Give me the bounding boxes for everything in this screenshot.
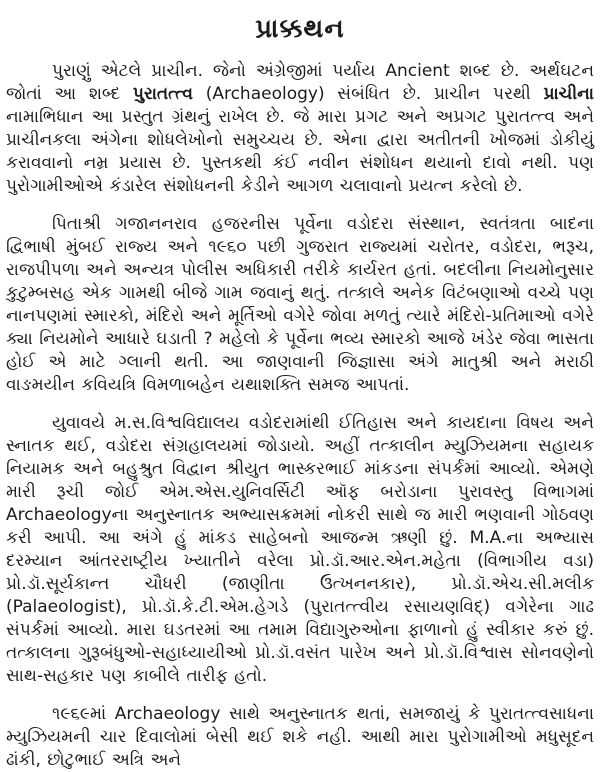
text-segment: (Archaeology) સંબંધિત છે. પ્રાચીન પરથી [192, 84, 544, 104]
text-segment-bold-puratattva: પુરાતત્ત્વ [132, 84, 193, 104]
text-segment: પુરાણું એટલે પ્રાચીન. જેનો અંગ્રેજીમાં પર્યાય Ancient શબ્દ છે. અર્થઘટન જોતાં આ શબ્દ [6, 61, 594, 104]
paragraph-postgraduate-1969: ૧૯૬૯માં Archaeology સાથે અનુસ્નાતક થતાં, સમજાયું કે પુરાતત્ત્વસાધના મ્યુઝિયમની ચાર દિવાલોમાં બેસી થઈ શકે નહી. આથી મારા પુરોગામીઓ મધુસૂદન ઢાંકી, છોટુભાઈ અત્રિ અને [6, 704, 594, 770]
paragraph-father-history: પિતાશ્રી ગજાનનરાવ હજરનીસ પૂર્વેના વડોદરા સંસ્થાન, સ્વતંત્રતા બાદના દ્વિભાષી મુંબઈ રાજ્ય અને ૧૯૬૦ પછી ગુજરાત રાજ્યમાં ચરોતર, વડોદરા, ભરૂચ, રાજપીપળા અને અન્યત્ર પોલીસ અધિકારી તરીકે કાર્યરત હતાં. બદલીના નિયમોનુસાર કુટુમ્બસહ એક ગામથી બીજે ગામ જવાનું થતું. તત્કાલે અનેક વિટંબણાઓ વચ્ચે પણ નાનપણમાં સ્મારકો, મંદિરો અને મૂર્તિઓ વગેરે જોવા મળતું ત્યારે મંદિરો-પ્રતિમાઓ વગેરે ક્યા નિયમોને આધારે ઘડાતી ? મહેલો કે પૂર્વેના ભવ્ય સ્મારકો આજે ખંડેર જેવા ભાસતા હોઈ એ માટે ગ્લાની થતી. આ જાણવાની જિજ્ઞાસા અંગે માતુશ્રી અને મરાઠી વાઙમયીન કવિયત્રિ વિમળાબહેન યથાશક્તિ સમજ આપતાં. [6, 214, 594, 395]
text-segment-bold-prachina: પ્રાચીના [543, 84, 594, 104]
text-segment: નામાભિધાન આ પ્રસ્તુત ગ્રંથનું રાખેલ છે. જે મારા પ્રગટ અને અપ્રગટ પુરાતત્ત્વ અને પ્રાચીનકલા અંગેના શોધલેખોનો સમુચ્ચય છે. એના દ્વારા અતીતની ખોજમાં ડોકીયું કરાવવાનો નમ્ર પ્રયાસ છે. પુસ્તકથી કંઈ નવીન સંશોધન થયાનો દાવો નથી. પણ પુરોગામીઓએ કંડારેલ સંશોધનની કેડીને આગળ ચલાવાનો પ્રયત્ન કરેલો છે. [6, 107, 594, 196]
paragraph-intro [6, 60, 594, 198]
page-title: પ્રાક્કથન [255, 14, 345, 44]
paragraph-university-mentors: યુવાવયે મ.સ.વિશ્વવિદ્યાલય વડોદરામાંથી ઈતિહાસ અને કાયદાના વિષય અને સ્નાતક થઈ, વડોદરા સંગ્રહાલયમાં જોડાયો. અહીં તત્કાલીન મ્યુઝિયમના સહાયક નિયામક અને બહુશ્રુત વિદ્વાન શ્રીયુત ભાસ્કરભાઈ માંકડના સંપર્કમાં આવ્યો. એમણે મારી રૂચી જોઈ એમ.એસ.યુનિવર્સિટી ઑફ બરોડાના પુરાવસ્તુ વિભાગમાં Archaeologyના અનુસ્નાતક અભ્યાસક્રમમાં નોકરી સાથે જ મારી ભણવાની ગોઠવણ કરી આપી. આ અંગે હું માંકડ સાહેબનો આજન્મ ઋણી છું. M.A.ના અભ્યાસ દરમ્યાન આંતરરાષ્ટ્રીય ખ્યાતીને વરેલા પ્રો.ડૉ.આર.એન.મહેતા (વિભાગીય વડા) પ્રો.ડૉ.સૂર્યકાન્ત ચૌધરી (જાણીતા ઉત્ખનનકાર), પ્રો.ડૉ.એચ.સી.મલીક (Palaeologist), પ્રો.ડૉ.કે.ટી.એમ.હેગડે (પુરાતત્ત્વીય રસાયણવિદ્) વગેરેના ગાઢ સંપર્કમાં આવ્યો. મારા ઘડતરમાં આ તમામ વિદ્યાગુરુઓના ફાળાનો હું સ્વીકાર કરું છું. તત્કાલના ગુરૂબંધુઓ-સહાધ્યાયીઓ પ્રો.ડૉ.વસંત પારેખ અને પ્રો.ડૉ.વિશ્વાસ સોનવણેનો સાથ-સહકાર પણ કાબીલે તારીફ હતો. [6, 413, 594, 686]
